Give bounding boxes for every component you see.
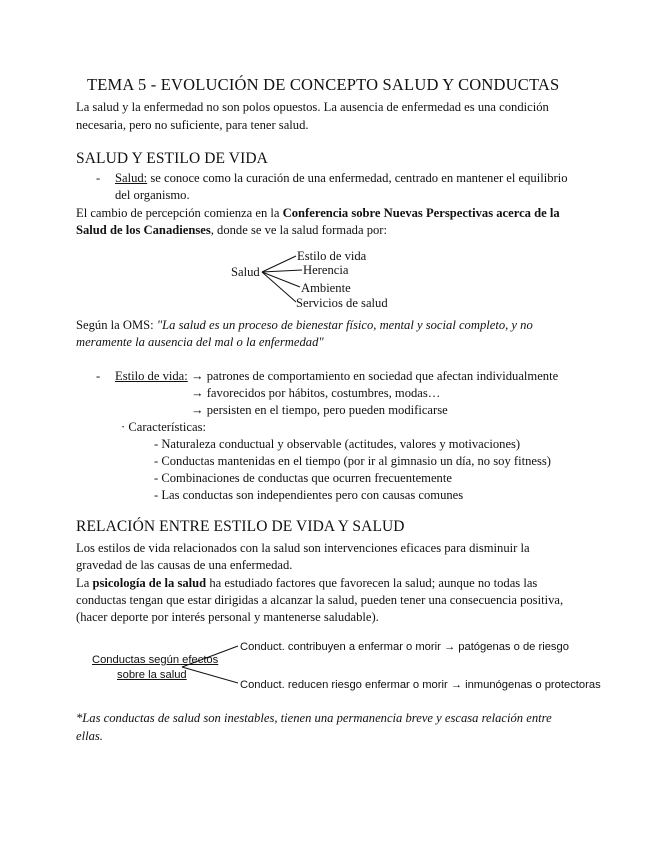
conductas-root-line-2: sobre la salud [117,669,187,681]
conductas-root-line-1: Conductas según efectos [92,654,219,666]
psicologia-bold: psicología de la salud [92,576,207,590]
relacion-p2-line-1 [76,575,537,591]
note-line-1: *Las conductas de salud son inestables, tienen una permanencia breve y escasa relación entre [76,711,552,725]
relacion-p2-line-2: conductas tengan que estar dirigidas a alcanzar la salud, pueden tener una consecuencia positiva, [76,593,564,607]
estilo-point-2: → favorecidos por hábitos, costumbres, modas… [191,386,441,400]
branch-line-estilo [262,256,296,272]
caracteristica-3: - Combinaciones de conductas que ocurren frecuentemente [154,471,452,485]
bullet-dash: - [96,171,101,185]
canadienses-bold: Salud de los Canadienses [76,223,211,237]
diagram-branch-herencia: Herencia [303,263,349,277]
relacion-p1-line-1: Los estilos de vida relacionados con la salud son intervenciones eficaces para disminuir la [76,541,530,555]
cambio-post: , donde se ve la salud formada por: [210,223,387,237]
relacion-p1-line-2: gravedad de las causas de una enfermedad. [76,558,293,572]
relacion-p2-line-3: (hacer deporte por interés personal y mantenerse saludable). [76,610,379,624]
caracteristica-2: - Conductas mantenidas en el tiempo (por ir al gimnasio un día, no soy fitness) [154,454,551,468]
salud-definition-line-2: del organismo. [115,188,190,202]
p2-pre: La [76,576,93,590]
oms-quote-1: "La salud es un proceso de bienestar físico, mental y social completo, y no [156,318,533,332]
oms-pre: Según la OMS: [76,318,157,332]
p2-post: ha estudiado factores que favorecen la salud; aunque no todas las [206,576,538,590]
estilo-point-1: → patrones de comportamiento en sociedad que afectan individualmente [191,369,559,383]
bullet-dash-2: - [96,369,101,383]
oms-line-1 [76,317,533,333]
conferencia-bold: Conferencia sobre Nuevas Perspectivas acerca de la [282,206,560,220]
conductas-branch-top: Conduct. contribuyen a enfermar o morir → patógenas o de riesgo [240,641,569,653]
section-heading-salud-estilo: SALUD Y ESTILO DE VIDA [76,150,268,167]
caracteristicas-label: · Características: [121,420,206,434]
diagram-branch-ambiente: Ambiente [301,281,351,295]
cambio-pre: El cambio de percepción comienza en la [76,206,283,220]
salud-term: Salud: [115,171,148,185]
intro-line-2: necesaria, pero no suficiente, para tener salud. [76,118,309,132]
conductas-branch-bottom: Conduct. reducen riesgo enfermar o morir → inmunógenas o protectoras [240,679,601,691]
diagram-branch-estilo: Estilo de vida [297,249,367,263]
caracteristica-4: - Las conductas son independientes pero con causas comunes [154,488,464,502]
branch-line-herencia [262,270,302,272]
diagram-branch-servicios: Servicios de salud [296,296,388,310]
salud-def-text: se conoce como la curación de una enfermedad, centrado en mantener el equilibrio [147,171,568,185]
page-title: TEMA 5 - EVOLUCIÓN DE CONCEPTO SALUD Y CONDUCTAS [87,75,560,94]
section-heading-relacion: RELACIÓN ENTRE ESTILO DE VIDA Y SALUD [76,518,405,535]
branch-line-servicios [262,272,296,302]
estilo-point-3: → persisten en el tiempo, pero pueden modificarse [191,403,448,417]
intro-line-1: La salud y la enfermedad no son polos opuestos. La ausencia de enfermedad es una condición [76,100,549,114]
branch-line-bottom [182,667,238,683]
caracteristica-1: - Naturaleza conductual y observable (actitudes, valores y motivaciones) [154,437,521,451]
branch-line-ambiente [262,272,300,287]
diagram-root-salud: Salud [231,265,260,279]
estilo-term: Estilo de vida: [115,369,188,383]
note-line-2: ellas. [76,729,103,743]
oms-line-2: meramente la ausencia del mal o la enfermedad" [76,335,324,349]
